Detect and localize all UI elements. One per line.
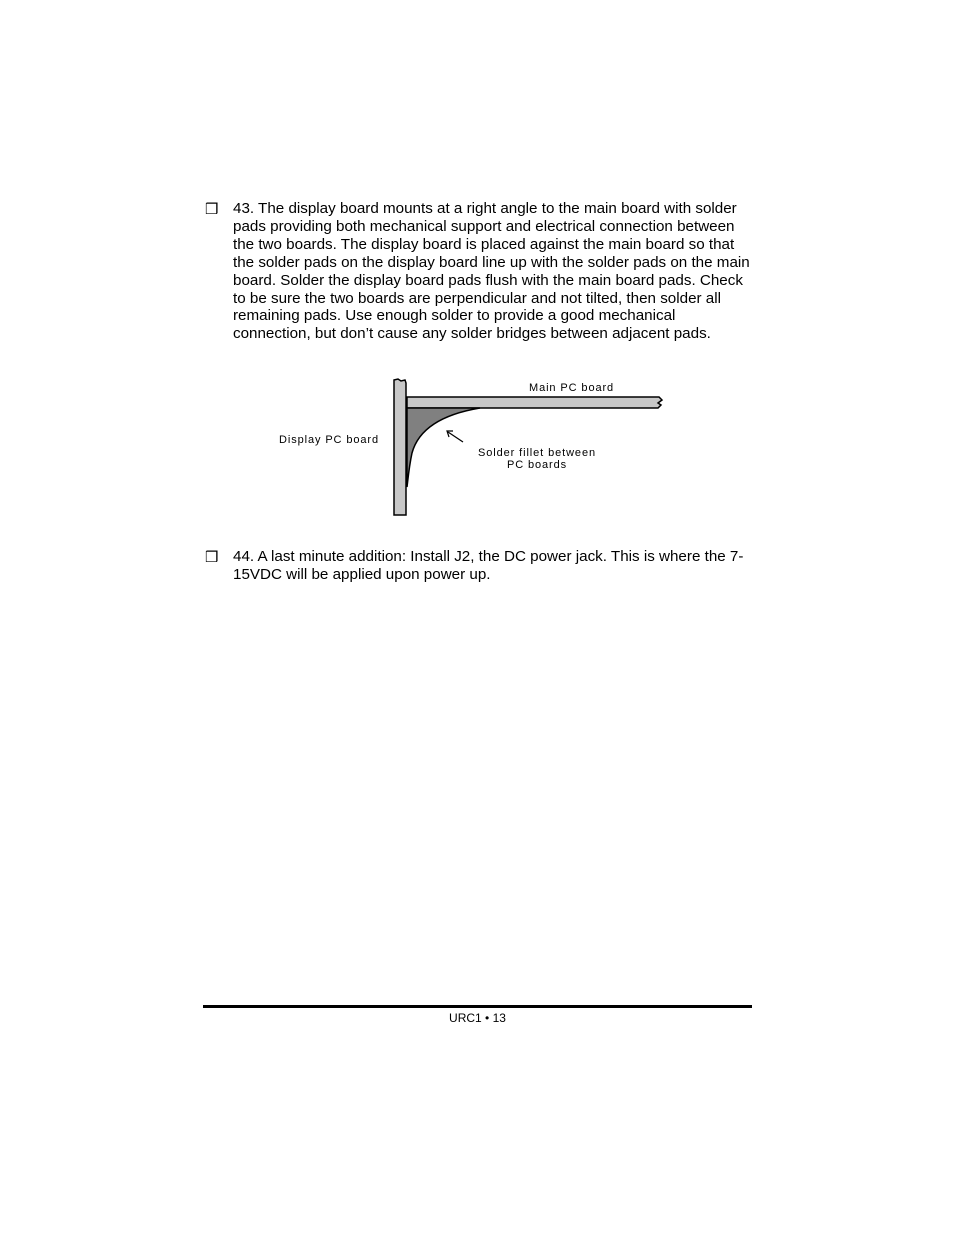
checkbox-icon[interactable]: ❒ — [205, 548, 219, 566]
step-44-text: 44. A last minute addition: Install J2, the DC power jack. This is where the 7-15VDC will be applied upon power up. — [233, 548, 744, 583]
main-board-shape — [407, 397, 662, 408]
fillet-arrow-line — [448, 432, 463, 442]
step-44 — [205, 548, 755, 584]
display-board-shape — [394, 379, 406, 515]
main-board-label: Main PC board — [529, 382, 615, 394]
footer-divider — [203, 1005, 752, 1008]
board-mounting-diagram — [270, 375, 670, 525]
display-board-label: Display PC board — [279, 434, 379, 446]
step-43 — [205, 200, 755, 343]
page-footer: URC1 • 13 — [449, 1011, 506, 1025]
solder-fillet-label: Solder fillet between PC boards — [478, 447, 596, 471]
checkbox-icon[interactable]: ❒ — [205, 200, 219, 218]
step-43-text: 43. The display board mounts at a right angle to the main board with solder pads providing both mechanical support and electrical connection between the two boards. The display board is placed against the main board so that the solder pads on the display board line up with the solder pads on the main board. Solder the display board pads flush with the main board pads. Check to be sure the two boards are perpendicular and not tilted, then solder all remaining pads. Use enough solder to provide a good mechanical connection, but don’t cause any solder bridges between adjacent pads. — [233, 200, 750, 343]
